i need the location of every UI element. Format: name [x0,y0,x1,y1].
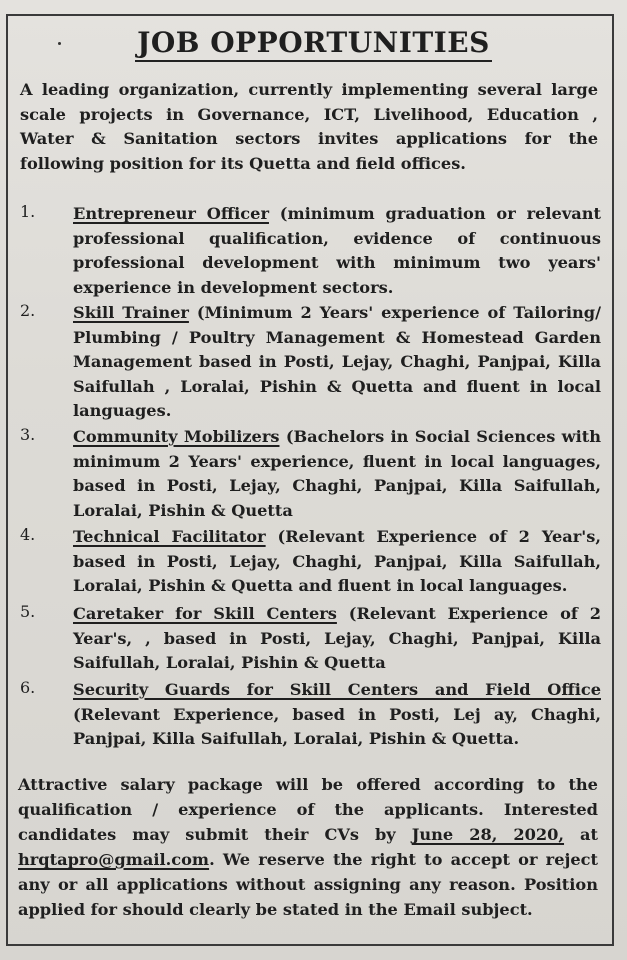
position-title: Skill Trainer [73,303,189,322]
contact-email: hrqtapro@gmail.com [18,850,210,869]
closing-paragraph [18,772,598,922]
position-text [73,678,601,752]
position-details: (Relevant Experience of 2 Year's, , based in Posti, Lejay, Chaghi, Panjpai, Killa Saifullah, Loralai, Pishin & Quetta [73,604,601,672]
position-number: 3. [20,425,36,444]
position-text [73,425,601,523]
position-number: 1. [20,202,36,221]
position-details: (Minimum 2 Years' experience of Tailoring/ Plumbing / Poultry Management & Homestead Garden Management based in Posti, Lejay, Chaghi, Panjpai, Killa Saifullah , Loralai, Pishin & Quetta and fluent in local languages. [73,303,601,420]
deadline-date: June 28, 2020, [411,825,565,844]
closing-text: Attractive salary package will be offered according to the qualification / experience of the applicants. Interested candidates may submit their CVs by [18,775,598,844]
position-title: Security Guards for Skill Centers and Field Office [73,680,601,699]
closing-text-end: . We reserve the right to accept or reject any or all applications without assigning any reason. Position applied for should clearly be stated in the Email subject. [18,850,598,919]
position-details: (Relevant Experience, based in Posti, Lej ay, Chaghi, Panjpai, Killa Saifullah, Loralai, Pishin & Quetta. [73,704,601,748]
position-number: 2. [20,301,36,320]
position-details: (Relevant Experience of 2 Year's, based in Posti, Lejay, Chaghi, Panjpai, Killa Saifullah, Loralai, Pishin & Quetta and fluent in local languages. [73,527,601,595]
position-details: (Bachelors in Social Sciences with minimum 2 Years' experience, fluent in local languages, based in Posti, Lejay, Chaghi, Panjpai, Killa Saifullah, Loralai, Pishin & Quetta [73,427,601,520]
intro-paragraph: A leading organization, currently implementing several large scale projects in Governance, ICT, Livelihood, Education , Water & Sanitation sectors invites applications for the following position for its Quetta and field offices. [20,80,598,173]
position-text [73,602,601,676]
position-text [73,301,601,424]
position-title: Caretaker for Skill Centers [73,604,337,623]
ad-title: JOB OPPORTUNITIES [135,26,492,62]
closing-text-at: at [564,825,598,844]
position-title: Entrepreneur Officer [73,204,269,223]
position-details: (minimum graduation or relevant professional qualification, evidence of continuous professional development with minimum two years' experience in development sectors. [73,204,601,297]
position-title: Community Mobilizers [73,427,280,446]
position-number: 5. [20,602,36,621]
position-text [73,202,601,300]
title-wrap [0,26,627,62]
position-title: Technical Facilitator [73,527,266,546]
position-text [73,525,601,599]
position-number: 4. [20,525,36,544]
position-number: 6. [20,678,36,697]
